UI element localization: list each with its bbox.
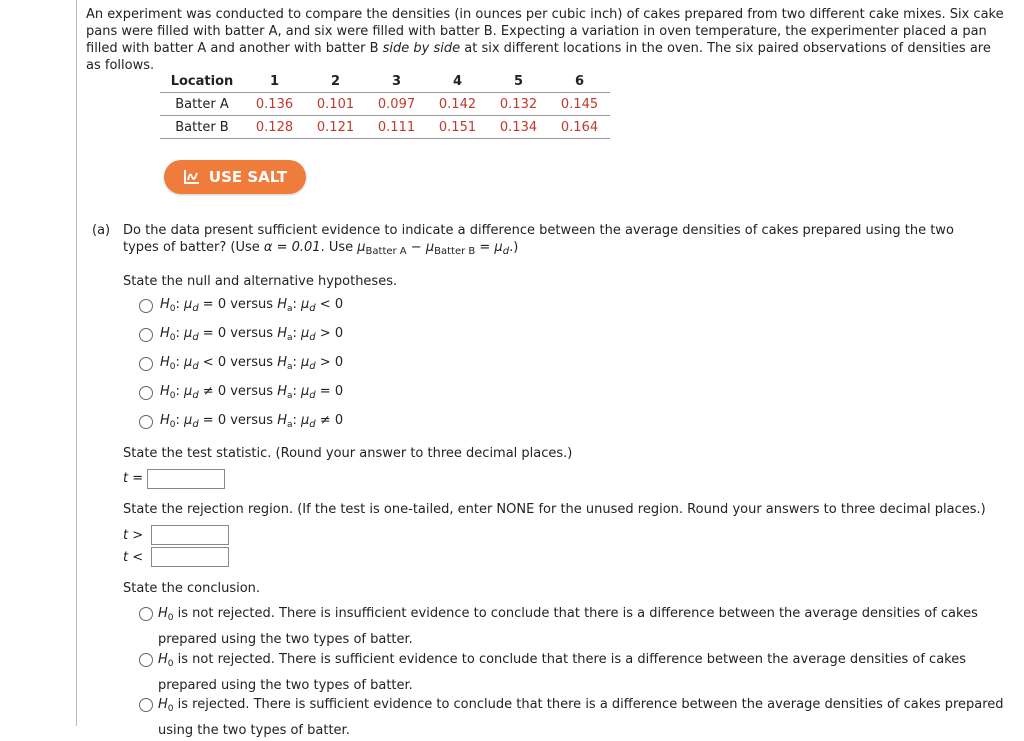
table-row [160, 93, 610, 116]
t-less-label: t < [123, 550, 144, 565]
intro-emphasis: side by side [382, 41, 461, 56]
radio-button[interactable] [139, 653, 153, 667]
header-loc-3: 3 [366, 70, 427, 93]
table-cell: 0.111 [366, 116, 427, 139]
salt-chart-icon [183, 168, 201, 186]
table-cell: 0.142 [427, 93, 488, 116]
row-label-batter-a: Batter A [160, 93, 244, 116]
table-cell: 0.097 [366, 93, 427, 116]
table-cell: 0.121 [305, 116, 366, 139]
radio-button[interactable] [139, 386, 153, 400]
salt-button-label: USE SALT [208, 168, 288, 186]
table-cell: 0.134 [488, 116, 549, 139]
intro-text-end: at six different locations in the oven. The six paired observations of densities are as follows. [86, 41, 991, 73]
problem-intro [86, 6, 1006, 74]
row-label-batter-b: Batter B [160, 116, 244, 139]
hypothesis-option-3[interactable]: $H_0$: $\mu_d < 0$ versus $H_a$: $\mu_d > 0$ [139, 355, 343, 372]
table-row [160, 116, 610, 139]
hypothesis-option-4[interactable]: $H_0$: $\mu_d \ne 0$ versus $H_a$: $\mu_d = 0$ [139, 384, 343, 401]
conclusion-option-1[interactable]: $H_0$ is not rejected. There is insufficient evidence to conclude that there is a difference between the average densities of cakes prepared using the two types of batter. [139, 603, 1009, 650]
radio-button[interactable] [139, 357, 153, 371]
header-loc-6: 6 [549, 70, 610, 93]
radio-button[interactable] [139, 299, 153, 313]
test-statistic-input[interactable] [147, 469, 225, 489]
use-salt-button[interactable] [164, 160, 306, 194]
hypothesis-option-2[interactable]: $H_0$: $\mu_d = 0$ versus $H_a$: $\mu_d > 0$ [139, 326, 343, 343]
table-header-row [160, 70, 610, 93]
radio-button[interactable] [139, 607, 153, 621]
table-cell: 0.132 [488, 93, 549, 116]
data-table [160, 70, 610, 139]
header-loc-5: 5 [488, 70, 549, 93]
rejection-region-prompt: State the rejection region. (If the test is one-tailed, enter NONE for the unused region. Round your answers to three decimal places.) [123, 502, 986, 517]
header-loc-1: 1 [244, 70, 305, 93]
rejection-lower-input[interactable] [151, 547, 229, 567]
hypothesis-option-5[interactable]: $H_0$: $\mu_d = 0$ versus $H_a$: $\mu_d \ne 0$ [139, 413, 343, 430]
table-cell: 0.151 [427, 116, 488, 139]
conclusion-prompt: State the conclusion. [123, 581, 261, 596]
test-statistic-prompt: State the test statistic. (Round your answer to three decimal places.) [123, 446, 573, 461]
intro-text: An experiment was conducted to compare the densities (in ounces per cubic inch) of cakes prepared from two different cake mixes. Six cake pans were filled with batter A, and six were filled with batter B. Expecting a variation in oven temperature, the experimenter placed a pan filled with batter A and another with batter B [86, 7, 1004, 56]
radio-button[interactable] [139, 698, 153, 712]
hypothesis-option-1[interactable]: $H_0$: $\mu_d = 0$ versus $H_a$: $\mu_d < 0$ [139, 297, 343, 314]
header-loc-2: 2 [305, 70, 366, 93]
hypotheses-prompt: State the null and alternative hypotheses. [123, 274, 398, 289]
radio-button[interactable] [139, 328, 153, 342]
table-cell: 0.101 [305, 93, 366, 116]
table-cell: 0.136 [244, 93, 305, 116]
conclusion-option-2[interactable]: $H_0$ is not rejected. There is sufficient evidence to conclude that there is a difference between the average densities of cakes prepared using the two types of batter. [139, 649, 1009, 696]
t-equals-label: t = [123, 471, 144, 486]
table-cell: 0.128 [244, 116, 305, 139]
t-greater-label: t > [123, 528, 144, 543]
rejection-upper-input[interactable] [151, 525, 229, 545]
radio-button[interactable] [139, 415, 153, 429]
conclusion-option-3[interactable]: $H_0$ is rejected. There is sufficient evidence to conclude that there is a difference between the average densities of cakes prepared using the two types of batter. [139, 694, 1009, 741]
header-location: Location [160, 70, 244, 93]
table-cell: 0.145 [549, 93, 610, 116]
question-text: Do the data present sufficient evidence to indicate a difference between the average densities of cakes prepared using the two types of batter? (Use α = 0.01. Use $\mu_{Batter A} - \mu_{Batter B} = \mu_d$.) [123, 223, 954, 257]
question-tag: (a) [92, 223, 111, 238]
header-loc-4: 4 [427, 70, 488, 93]
table-cell: 0.164 [549, 116, 610, 139]
